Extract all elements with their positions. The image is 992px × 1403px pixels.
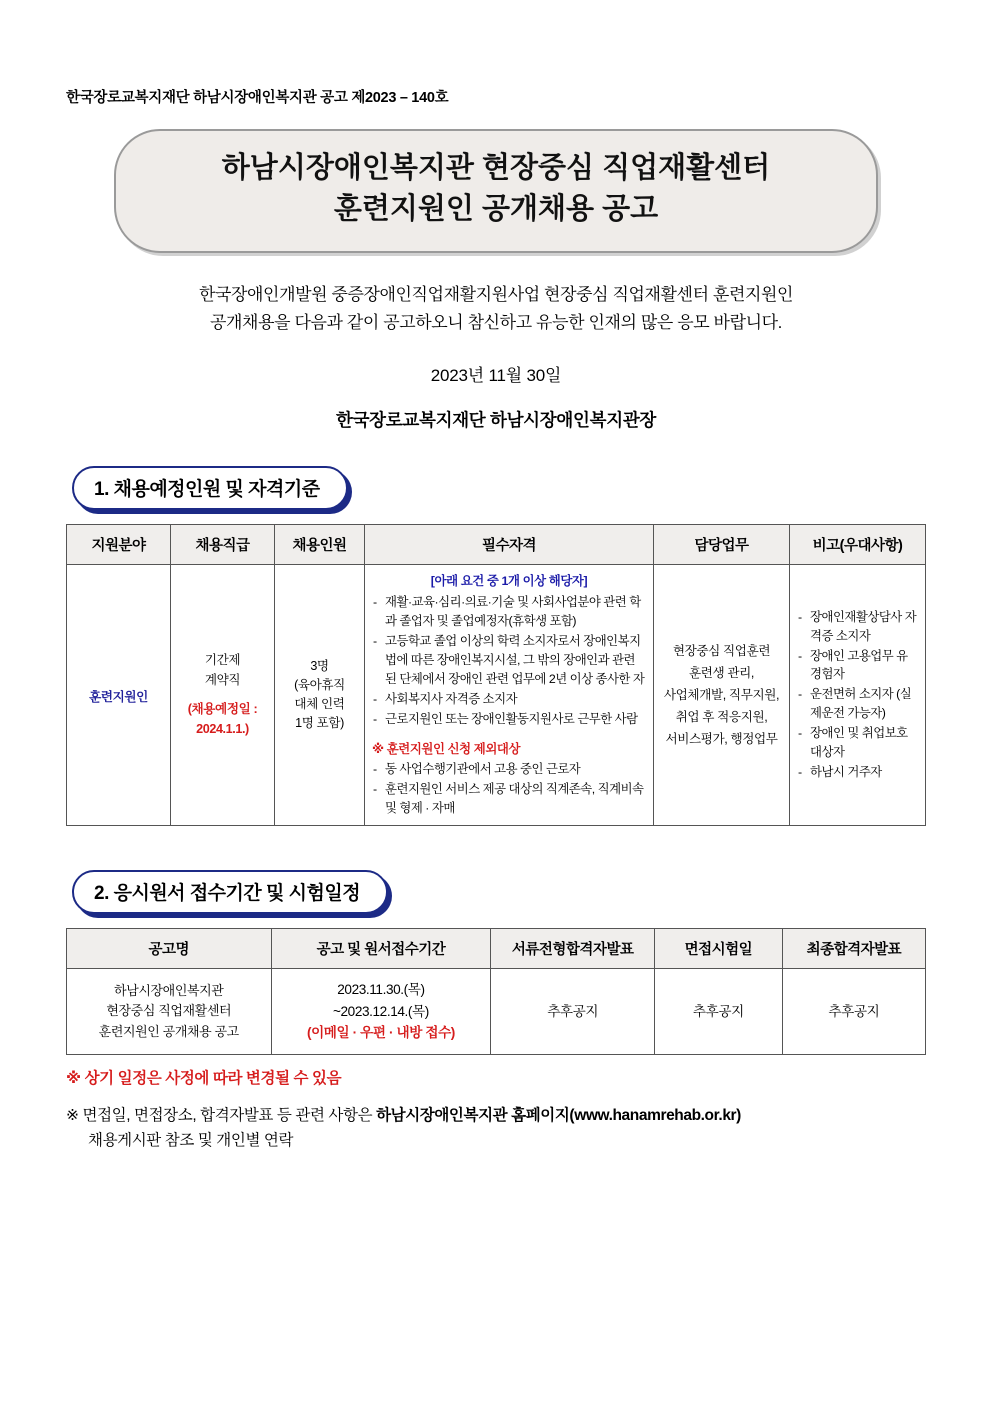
list-item: - 장애인 및 취업보호 대상자 [797, 724, 918, 762]
footnote-schedule-change: ※ 상기 일정은 사정에 따라 변경될 수 있음 [66, 1070, 342, 1088]
intro-paragraph [66, 281, 926, 337]
grade-note-1: (채용예정일 : [187, 702, 258, 717]
table-header-row [67, 928, 926, 968]
list-item: - 장애인재활상담사 자격증 소지자 [797, 608, 918, 646]
exclusion-list [372, 760, 646, 818]
cell-field [67, 565, 171, 825]
list-item: - 고등학교 졸업 이상의 학력 소지자로서 장애인복지법에 따른 장애인복지시설, 그 밖의 장애인과 관련된 단체에서 장애인 관련 업무에 2년 이상 종사한 자 [372, 632, 646, 689]
table-row [67, 565, 926, 825]
cell-duty [654, 565, 790, 825]
cell-notice-name [67, 968, 272, 1054]
col-header-grade: 채용직급 [171, 525, 275, 565]
grade-note-2: 2024.1.1.) [196, 721, 249, 736]
title-line-2: 훈련지원인 공개채용 공고 [333, 193, 659, 226]
col-header-qualification: 필수자격 [365, 525, 654, 565]
issuing-organization: 한국장로교복지재단 하남시장애인복지관장 [335, 410, 657, 431]
table-header-row [67, 525, 926, 565]
list-item: - 하남시 거주자 [797, 763, 918, 782]
intro-line-2: 공개채용을 다음과 같이 공고하오니 참신하고 유능한 인재의 많은 응모 바랍니다. [210, 313, 782, 333]
duty-line-1: 현장중심 직업훈련 [672, 644, 771, 659]
section-2-heading [66, 870, 926, 912]
document-number: 한국장로교복지재단 하남시장애인복지관 공고 제2023 – 140호 [66, 90, 449, 106]
period-line-3: (이메일 · 우편 · 내방 접수) [306, 1025, 455, 1041]
homepage-url[interactable]: www.hanamrehab.or.kr) [574, 1106, 741, 1124]
note-list [797, 608, 918, 782]
col-header-notice-name: 공고명 [67, 928, 272, 968]
list-item: - 재활·교육·심리·의료·기술 및 사회사업분야 관련 학과 졸업자 및 졸업예정자(휴학생 포함) [372, 593, 646, 631]
intro-line-1: 한국장애인개발원 중증장애인직업재활지원사업 현장중심 직업재활센터 훈련지원인 [198, 285, 794, 305]
qualification-heading: [아래 요건 중 1개 이상 해당자] [430, 574, 588, 589]
col-header-field: 지원분야 [67, 525, 171, 565]
list-item: - 운전면허 소지자 (실제운전 가능자) [797, 685, 918, 723]
table-row [67, 968, 926, 1054]
duty-line-5: 서비스평가, 행정업무 [665, 732, 778, 747]
count-line-1: 3명 [310, 659, 329, 674]
count-line-2: (육아휴직 [294, 678, 345, 693]
schedule-table [66, 928, 926, 1055]
section-1-pill-label: 1. 채용예정인원 및 자격기준 [72, 466, 348, 510]
col-header-count: 채용인원 [275, 525, 365, 565]
grade-line-1: 기간제 [204, 653, 241, 668]
section-2-pill-label: 2. 응시원서 접수기간 및 시험일정 [72, 870, 388, 914]
duty-line-4: 취업 후 적응지원, [675, 710, 768, 725]
duty-line-3: 사업체개발, 직무지원, [663, 688, 780, 703]
cell-period [271, 968, 491, 1054]
footnote-homepage-strong: 하남시장애인복지관 홈페이지( [376, 1106, 575, 1124]
cell-grade [171, 565, 275, 825]
grade-line-2: 계약직 [204, 672, 241, 687]
cell-note [790, 565, 926, 825]
field-value: 훈련지원인 [89, 689, 148, 704]
exclusion-heading: ※ 훈련지원인 신청 제외대상 [372, 742, 521, 757]
recruitment-table [66, 524, 926, 825]
notice-name-line-3: 훈련지원인 공개채용 공고 [98, 1023, 239, 1039]
duty-line-2: 훈련생 관리, [688, 666, 755, 681]
cell-qualification [365, 565, 654, 825]
footnote-homepage-part2: 채용게시판 참조 및 개인별 연락 [88, 1131, 294, 1149]
list-item: - 동 사업수행기관에서 고용 중인 근로자 [372, 760, 646, 779]
notice-name-line-2: 현장중심 직업재활센터 [106, 1003, 232, 1019]
title-box [114, 129, 878, 253]
col-header-final-result: 최종합격자발표 [782, 928, 925, 968]
col-header-doc-result: 서류전형합격자발표 [491, 928, 655, 968]
col-header-period: 공고 및 원서접수기간 [271, 928, 491, 968]
count-line-3: 대체 인력 [294, 697, 345, 712]
list-item: - 사회복지사 자격증 소지자 [372, 690, 646, 709]
cell-final-result: 추후공지 [782, 968, 925, 1054]
col-header-note: 비고(우대사항) [790, 525, 926, 565]
section-1-heading [66, 466, 926, 508]
footnote-homepage-part1: ※ 면접일, 면접장소, 합격자발표 등 관련 사항은 [66, 1106, 377, 1124]
title-line-1: 하남시장애인복지관 현장중심 직업재활센터 [221, 152, 771, 184]
list-item: - 훈련지원인 서비스 제공 대상의 직계존속, 직계비속 및 형제 · 자매 [372, 780, 646, 818]
list-item: - 장애인 고용업무 유경험자 [797, 647, 918, 685]
col-header-interview-date: 면접시험일 [654, 928, 782, 968]
period-line-2: ~2023.12.14.(목) [332, 1003, 429, 1019]
list-item: - 근로지원인 또는 장애인활동지원사로 근무한 사람 [372, 710, 646, 729]
footnote-homepage [66, 1104, 926, 1154]
col-header-duty: 담당업무 [654, 525, 790, 565]
notice-date: 2023년 11월 30일 [430, 366, 562, 386]
cell-doc-result: 추후공지 [491, 968, 655, 1054]
cell-interview-date: 추후공지 [654, 968, 782, 1054]
count-line-4: 1명 포함) [295, 716, 344, 731]
cell-count [275, 565, 365, 825]
period-line-1: 2023.11.30.(목) [337, 981, 425, 997]
qualification-list [372, 593, 646, 728]
notice-name-line-1: 하남시장애인복지관 [114, 983, 224, 999]
